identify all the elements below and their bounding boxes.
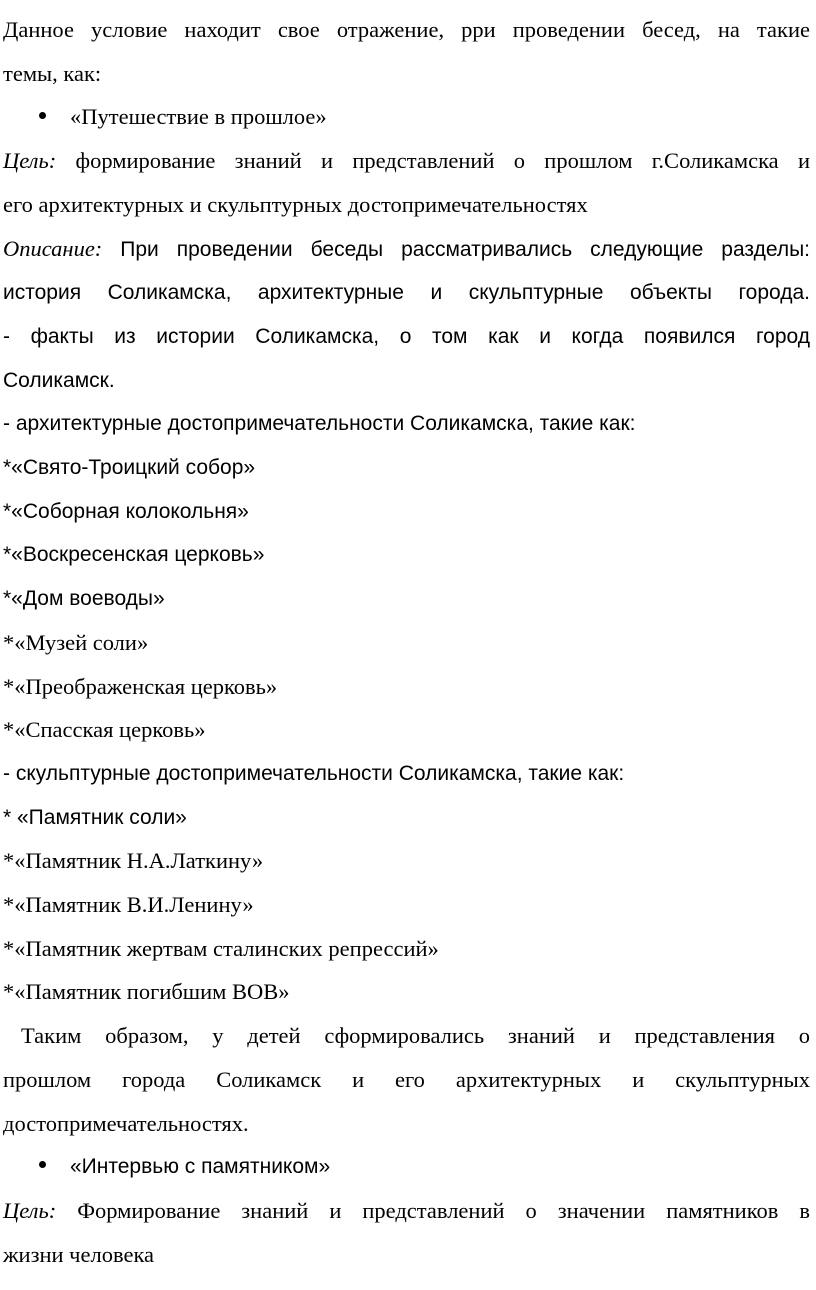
topic1-goal-line-2: его архитектурных и скульптурных достопримечательностях	[3, 191, 588, 217]
topic1-bullet-item	[3, 95, 810, 139]
bullet-dot-icon	[39, 112, 46, 119]
sculpt-item: *«Памятник жертвам сталинских репрессий»	[3, 935, 439, 961]
topic1-desc-line-3: - факты из истории Соликамска, о том как и когда появился город	[3, 324, 810, 348]
bullet-dot-icon	[39, 1161, 46, 1168]
sculpt-item: * «Памятник соли»	[3, 805, 187, 829]
arch-item: *«Соборная колокольня»	[3, 499, 249, 523]
conclusion-line-1: Таким образом, у детей сформировались знаний и представления о	[21, 1023, 810, 1049]
goal-text: формирование знаний и представлений о прошлом г.Соликамска и	[56, 148, 810, 174]
conclusion-line-2: прошлом города Соликамск и его архитектурных и скульптурных	[3, 1066, 810, 1092]
conclusion-line-3: достопримечательностях.	[3, 1110, 249, 1136]
goal-text: Формирование знаний и представлений о значении памятников в	[56, 1197, 810, 1223]
sculpt-header: - скульптурные достопримечательности Соликамска, такие как:	[3, 761, 625, 785]
intro-line-2: темы, как:	[3, 60, 102, 86]
sculpt-item: *«Памятник В.И.Ленину»	[3, 892, 254, 918]
goal-label: Цель:	[3, 1197, 57, 1223]
arch-item: *«Свято-Троицкий собор»	[3, 456, 256, 480]
sculpt-item: *«Памятник погибшим ВОВ»	[3, 979, 290, 1005]
arch-header: - архитектурные достопримечательности Соликамска, такие как:	[3, 412, 636, 436]
topic2-goal-line-2: жизни человека	[3, 1241, 155, 1267]
sculpt-item: *«Памятник Н.А.Латкину»	[3, 848, 264, 874]
topic1-bullet-text: «Путешествие в прошлое»	[70, 104, 327, 130]
topic2-bullet-item	[3, 1145, 810, 1189]
arch-item: *«Дом воеводы»	[3, 587, 165, 611]
arch-item: *«Спасская церковь»	[3, 717, 206, 743]
desc-label: Описание:	[3, 235, 103, 261]
arch-item: *«Музей соли»	[3, 629, 149, 655]
topic1-desc-line-4: Соликамск.	[3, 368, 115, 392]
desc-text: При проведении беседы рассматривались следующие разделы:	[102, 237, 810, 261]
topic1-desc-line-2: история Соликамска, архитектурные и скульптурные объекты города.	[3, 281, 810, 305]
topic2-goal-line-1	[3, 1189, 810, 1233]
topic2-bullet-text: «Интервью с памятником»	[70, 1155, 331, 1179]
arch-item: *«Преображенская церковь»	[3, 673, 278, 699]
topic1-desc-line-1	[3, 227, 810, 272]
topic1-goal-line-1	[3, 139, 810, 183]
arch-item: *«Воскресенская церковь»	[3, 543, 265, 567]
goal-label: Цель:	[3, 148, 57, 174]
intro-line-1: Данное условие находит свое отражение, рри проведении бесед, на такие	[3, 17, 810, 42]
